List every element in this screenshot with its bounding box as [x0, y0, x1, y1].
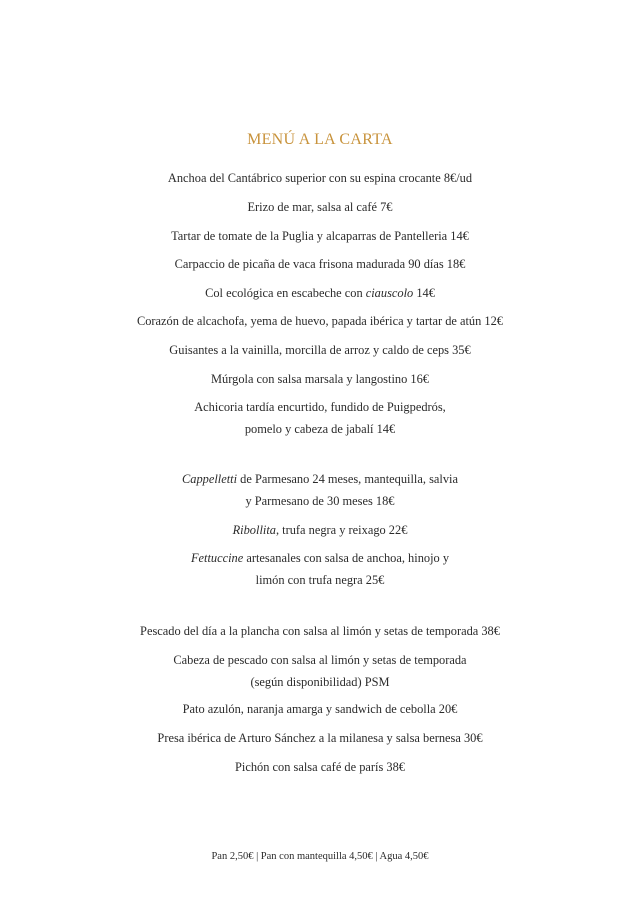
menu-footer: Pan 2,50€ | Pan con mantequilla 4,50€ | Agua 4,50€	[211, 851, 429, 862]
item-line-2: (según disponibilidad) PSM	[250, 675, 390, 689]
item-text: Col ecológica en escabeche con	[205, 286, 366, 300]
item-line-2: y Parmesano de 30 meses 18€	[245, 494, 395, 508]
menu-item: Erizo de mar, salsa al café 7€	[247, 200, 393, 214]
menu-item: Presa ibérica de Arturo Sánchez a la milanesa y salsa bernesa 30€	[157, 731, 483, 745]
menu-item: Carpaccio de picaña de vaca frisona madurada 90 días 18€	[174, 257, 466, 271]
menu-item	[0, 519, 640, 541]
item-text: artesanales con salsa de anchoa, hinojo y	[243, 551, 450, 565]
item-line-2: pomelo y cabeza de jabalí 14€	[244, 422, 396, 436]
item-line-1: Cabeza de pescado con salsa al limón y setas de temporada	[173, 653, 467, 667]
item-text: de Parmesano 24 meses, mantequilla, salvia	[237, 472, 458, 486]
menu-item: Tartar de tomate de la Puglia y alcaparras de Pantelleria 14€	[171, 229, 469, 243]
menu-item	[0, 396, 640, 440]
item-italic: Fettuccine	[190, 551, 244, 565]
menu-item: Pato azulón, naranja amarga y sandwich de cebolla 20€	[182, 702, 458, 716]
menu-item: Anchoa del Cantábrico superior con su espina crocante 8€/ud	[167, 171, 473, 185]
menu-item: Pichón con salsa café de parís 38€	[235, 760, 405, 774]
item-line-2: limón con trufa negra 25€	[255, 573, 385, 587]
menu-item: Pescado del día a la plancha con salsa al limón y setas de temporada 38€	[140, 624, 500, 638]
menu-item: Corazón de alcachofa, yema de huevo, papada ibérica y tartar de atún 12€	[136, 314, 504, 328]
item-text: , trufa negra y reixago 22€	[275, 523, 408, 537]
item-line-1	[0, 468, 640, 490]
menu-item: Guisantes a la vainilla, morcilla de arroz y caldo de ceps 35€	[169, 343, 471, 357]
menu-item	[0, 547, 640, 591]
item-line-1: Achicoria tardía encurtido, fundido de Puigpedrós,	[194, 400, 446, 414]
menu-item	[0, 649, 640, 693]
menu-item	[0, 468, 640, 512]
menu-item	[0, 282, 640, 304]
menu-item: Múrgola con salsa marsala y langostino 16€	[211, 372, 429, 386]
item-line-1	[0, 547, 640, 569]
menu-title: MENÚ A LA CARTA	[247, 131, 393, 148]
item-italic: Ribollita	[232, 523, 276, 537]
item-italic: Cappelletti	[182, 472, 238, 486]
item-price: 14€	[413, 286, 435, 300]
item-italic: ciauscolo	[365, 286, 414, 300]
